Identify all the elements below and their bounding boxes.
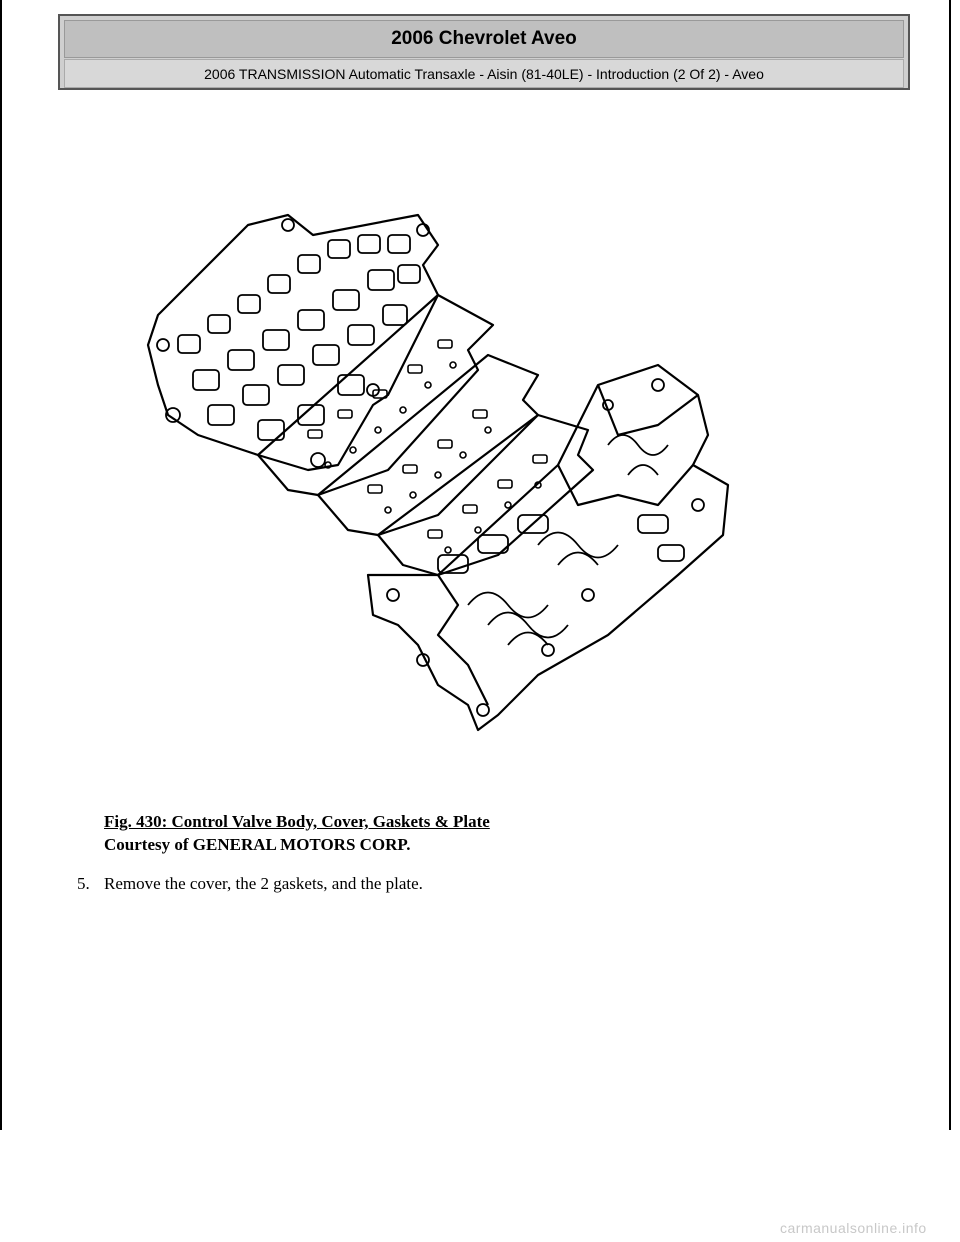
procedure-step (77, 874, 423, 894)
step-number: 5. (77, 874, 90, 893)
valve-body (368, 365, 728, 730)
figure-caption-block (104, 810, 490, 856)
document-header (58, 14, 910, 90)
figure-caption: Fig. 430: Control Valve Body, Cover, Gaskets & Plate (104, 812, 490, 831)
watermark: carmanualsonline.info (780, 1220, 927, 1236)
step-text: Remove the cover, the 2 gaskets, and the plate. (104, 874, 423, 893)
header-subtitle: 2006 TRANSMISSION Automatic Transaxle - Aisin (81-40LE) - Introduction (2 Of 2) - Aveo (64, 59, 904, 88)
figure-credit: Courtesy of GENERAL MOTORS CORP. (104, 835, 411, 854)
valve-body-illustration (138, 205, 738, 745)
header-title: 2006 Chevrolet Aveo (64, 20, 904, 58)
